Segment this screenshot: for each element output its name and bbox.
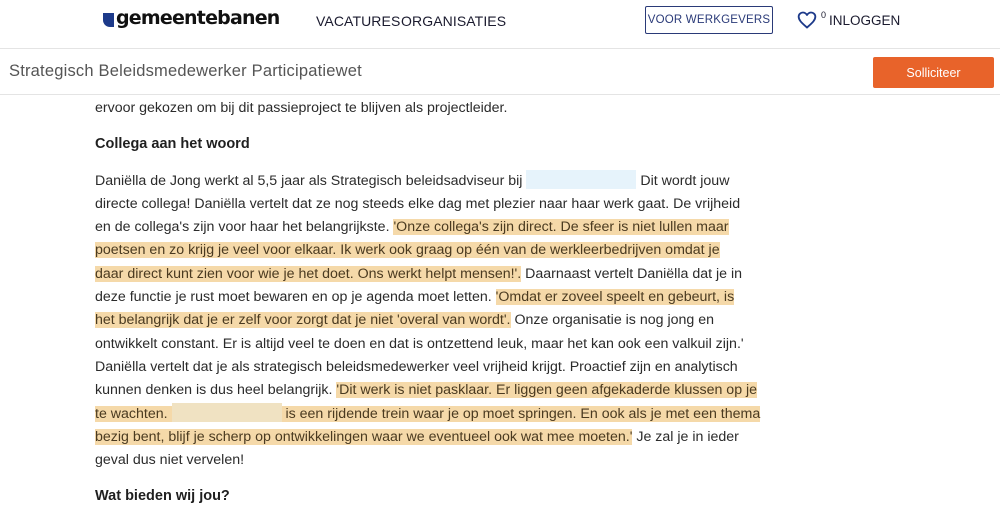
paragraph-line: geval dus niet vervelen! bbox=[95, 452, 245, 469]
highlighted-quote: is een rijdende trein waar je op moet springen. En ook als je met een thema bbox=[285, 405, 761, 422]
nav-link-organisaties[interactable]: ORGANISATIES bbox=[401, 13, 507, 29]
favorites-heart-icon[interactable] bbox=[797, 10, 817, 30]
text-span: en de collega's zijn voor haar het belangrijkste. bbox=[95, 219, 390, 236]
favorites-count: 0 bbox=[821, 10, 827, 20]
paragraph-line bbox=[95, 403, 760, 426]
paragraph-line: directe collega! Daniëlla vertelt dat ze nog steeds elke dag met plezier naar haar werk gaat. De vrijheid bbox=[95, 195, 741, 212]
article-content bbox=[95, 97, 760, 509]
highlighted-quote: poetsen en zo krijg je veel voor elkaar. Ik werk ook graag op één van de werkleerbedrijven omdat je bbox=[95, 242, 720, 259]
paragraph-line: ervoor gekozen om bij dit passieproject te blijven als projectleider. bbox=[95, 100, 508, 116]
apply-button[interactable]: Solliciteer bbox=[873, 57, 994, 88]
paragraph-line bbox=[95, 379, 760, 402]
redacted-organisation bbox=[526, 170, 636, 189]
highlighted-quote: het belangrijk dat je er zelf voor zorgt dat je niet 'overal van wordt'. bbox=[95, 312, 511, 329]
redacted-organisation bbox=[172, 403, 282, 422]
section-heading-offer: Wat bieden wij jou? bbox=[95, 488, 230, 505]
nav-link-vacatures[interactable]: VACATURES bbox=[316, 13, 401, 29]
highlighted-quote: 'Onze collega's zijn direct. De sfeer is niet lullen maar bbox=[393, 219, 729, 236]
text-span: Daniëlla de Jong werkt al 5,5 jaar als Strategisch beleidsadviseur bij bbox=[95, 172, 523, 189]
text-span: Onze organisatie is nog jong en bbox=[514, 312, 714, 329]
paragraph-line bbox=[95, 309, 760, 332]
paragraph-line bbox=[95, 286, 760, 309]
job-title: Strategisch Beleidsmedewerker Participatiewet bbox=[9, 62, 362, 80]
paragraph-line bbox=[95, 263, 760, 286]
logo-mark-icon bbox=[103, 13, 114, 27]
paragraph-line: ontwikkelt constant. Er is altijd veel te doen en dat is ontzettend leuk, maar het kan ook een valkuil zijn.' bbox=[95, 335, 744, 352]
for-employers-button[interactable]: VOOR WERKGEVERS bbox=[645, 6, 773, 34]
text-span: Dit wordt jouw bbox=[640, 172, 730, 189]
logo-text: gemeentebanen bbox=[116, 7, 280, 29]
highlighted-quote: bezig bent, blijf je scherp op ontwikkelingen waar we eventueel ook wat mee moeten.' bbox=[95, 428, 633, 445]
highlighted-quote: te wachten. bbox=[95, 405, 168, 422]
text-span: Daarnaast vertelt Daniëlla dat je in bbox=[525, 265, 743, 282]
top-navigation bbox=[0, 0, 1000, 46]
section-heading-colleague: Collega aan het woord bbox=[95, 136, 250, 153]
paragraph-line: Daniëlla vertelt dat je als strategisch beleidsmedewerker veel vrijheid krijgt. Proactief zijn en analytisch bbox=[95, 358, 738, 375]
paragraph-line bbox=[95, 426, 760, 449]
text-span: deze functie je rust moet bewaren en op je agenda moet letten. bbox=[95, 289, 492, 306]
paragraph-line bbox=[95, 239, 760, 262]
paragraph-line bbox=[95, 170, 760, 193]
site-logo[interactable] bbox=[103, 7, 280, 29]
login-link[interactable]: INLOGGEN bbox=[829, 13, 901, 28]
job-subheader bbox=[0, 48, 1000, 95]
highlighted-quote: 'Omdat er zoveel speelt en gebeurt, is bbox=[495, 289, 735, 306]
highlighted-quote: 'Dit werk is niet pasklaar. Er liggen geen afgekaderde klussen op je bbox=[336, 382, 758, 399]
text-span: Je zal je in ieder bbox=[636, 428, 739, 445]
text-span: kunnen denken is dus heel belangrijk. bbox=[95, 382, 333, 399]
highlighted-quote: daar direct kunt zien voor wie je het doet. Ons werkt helpt mensen!'. bbox=[95, 265, 522, 282]
paragraph-line bbox=[95, 216, 760, 239]
